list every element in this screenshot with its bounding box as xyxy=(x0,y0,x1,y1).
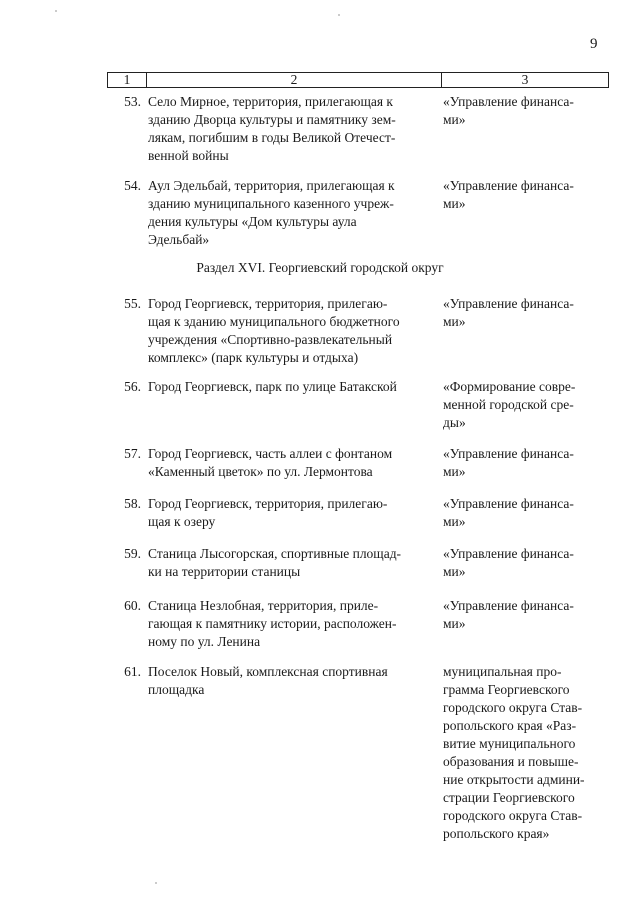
row-program: «Управление финанса- ми» xyxy=(443,546,574,579)
row-program: «Управление финанса- ми» xyxy=(443,598,574,631)
row-number: 60. xyxy=(124,598,141,613)
row-description: Город Георгиевск, часть аллеи с фонтаном «Каменный цветок» по ул. Лермонтова xyxy=(148,446,393,479)
row-program: «Управление финанса- ми» xyxy=(443,446,574,479)
row-program: «Управление финанса- ми» xyxy=(443,178,574,211)
row-number: 55. xyxy=(124,296,141,311)
row-description: Село Мирное, территория, прилегающая к зданию Дворца культуры и памятнику зем- лякам, погибшим в годы Великой Отечест- венной войны xyxy=(148,94,396,163)
row-number: 57. xyxy=(124,446,141,461)
header-col-2: 2 xyxy=(147,73,442,87)
row-description: Аул Эдельбай, территория, прилегающая к зданию муниципального казенного учреж- дения культуры «Дом культуры аула Эдельбай» xyxy=(148,178,395,247)
row-number: 53. xyxy=(124,94,141,109)
row-program: «Управление финанса- ми» xyxy=(443,94,574,127)
row-number: 56. xyxy=(124,379,141,394)
row-program: «Управление финанса- ми» xyxy=(443,496,574,529)
row-program: «Формирование совре- менной городской сре- ды» xyxy=(443,379,576,430)
scan-speck xyxy=(155,882,157,884)
row-program: «Управление финанса- ми» xyxy=(443,296,574,329)
header-col-3: 3 xyxy=(521,72,529,87)
row-description: Станица Лысогорская, спортивные площад- ки на территории станицы xyxy=(148,546,402,579)
row-number: 59. xyxy=(124,546,141,561)
row-description: Поселок Новый, комплексная спортивная площадка xyxy=(148,664,388,697)
row-description: Город Георгиевск, территория, прилегаю- щая к зданию муниципального бюджетного учреждения «Спортивно-развлекательный комплекс» (парк культуры и отдыха) xyxy=(148,296,400,365)
scan-speck xyxy=(55,10,57,12)
row-number: 58. xyxy=(124,496,141,511)
row-description: Город Георгиевск, территория, прилегаю- щая к озеру xyxy=(148,496,388,529)
scan-speck xyxy=(338,14,340,16)
row-description: Станица Незлобная, территория, приле- гающая к памятнику истории, расположен- ному по ул. Ленина xyxy=(148,598,397,649)
row-number: 61. xyxy=(124,664,141,679)
row-description: Город Георгиевск, парк по улице Батакской xyxy=(148,379,397,394)
header-col-1: 1 xyxy=(108,73,147,87)
row-number: 54. xyxy=(124,178,141,193)
table-header-row xyxy=(107,72,609,88)
row-program: муниципальная про- грамма Георгиевского городского округа Став- ропольского края «Раз- витие муниципального образования и повыше- ние открытости админи- страции Георгиевского городского округа Став- ропольского края» xyxy=(443,664,585,841)
page-number: 9 xyxy=(590,36,598,52)
section-title: Раздел XVI. Георгиевский городской округ xyxy=(196,260,444,275)
